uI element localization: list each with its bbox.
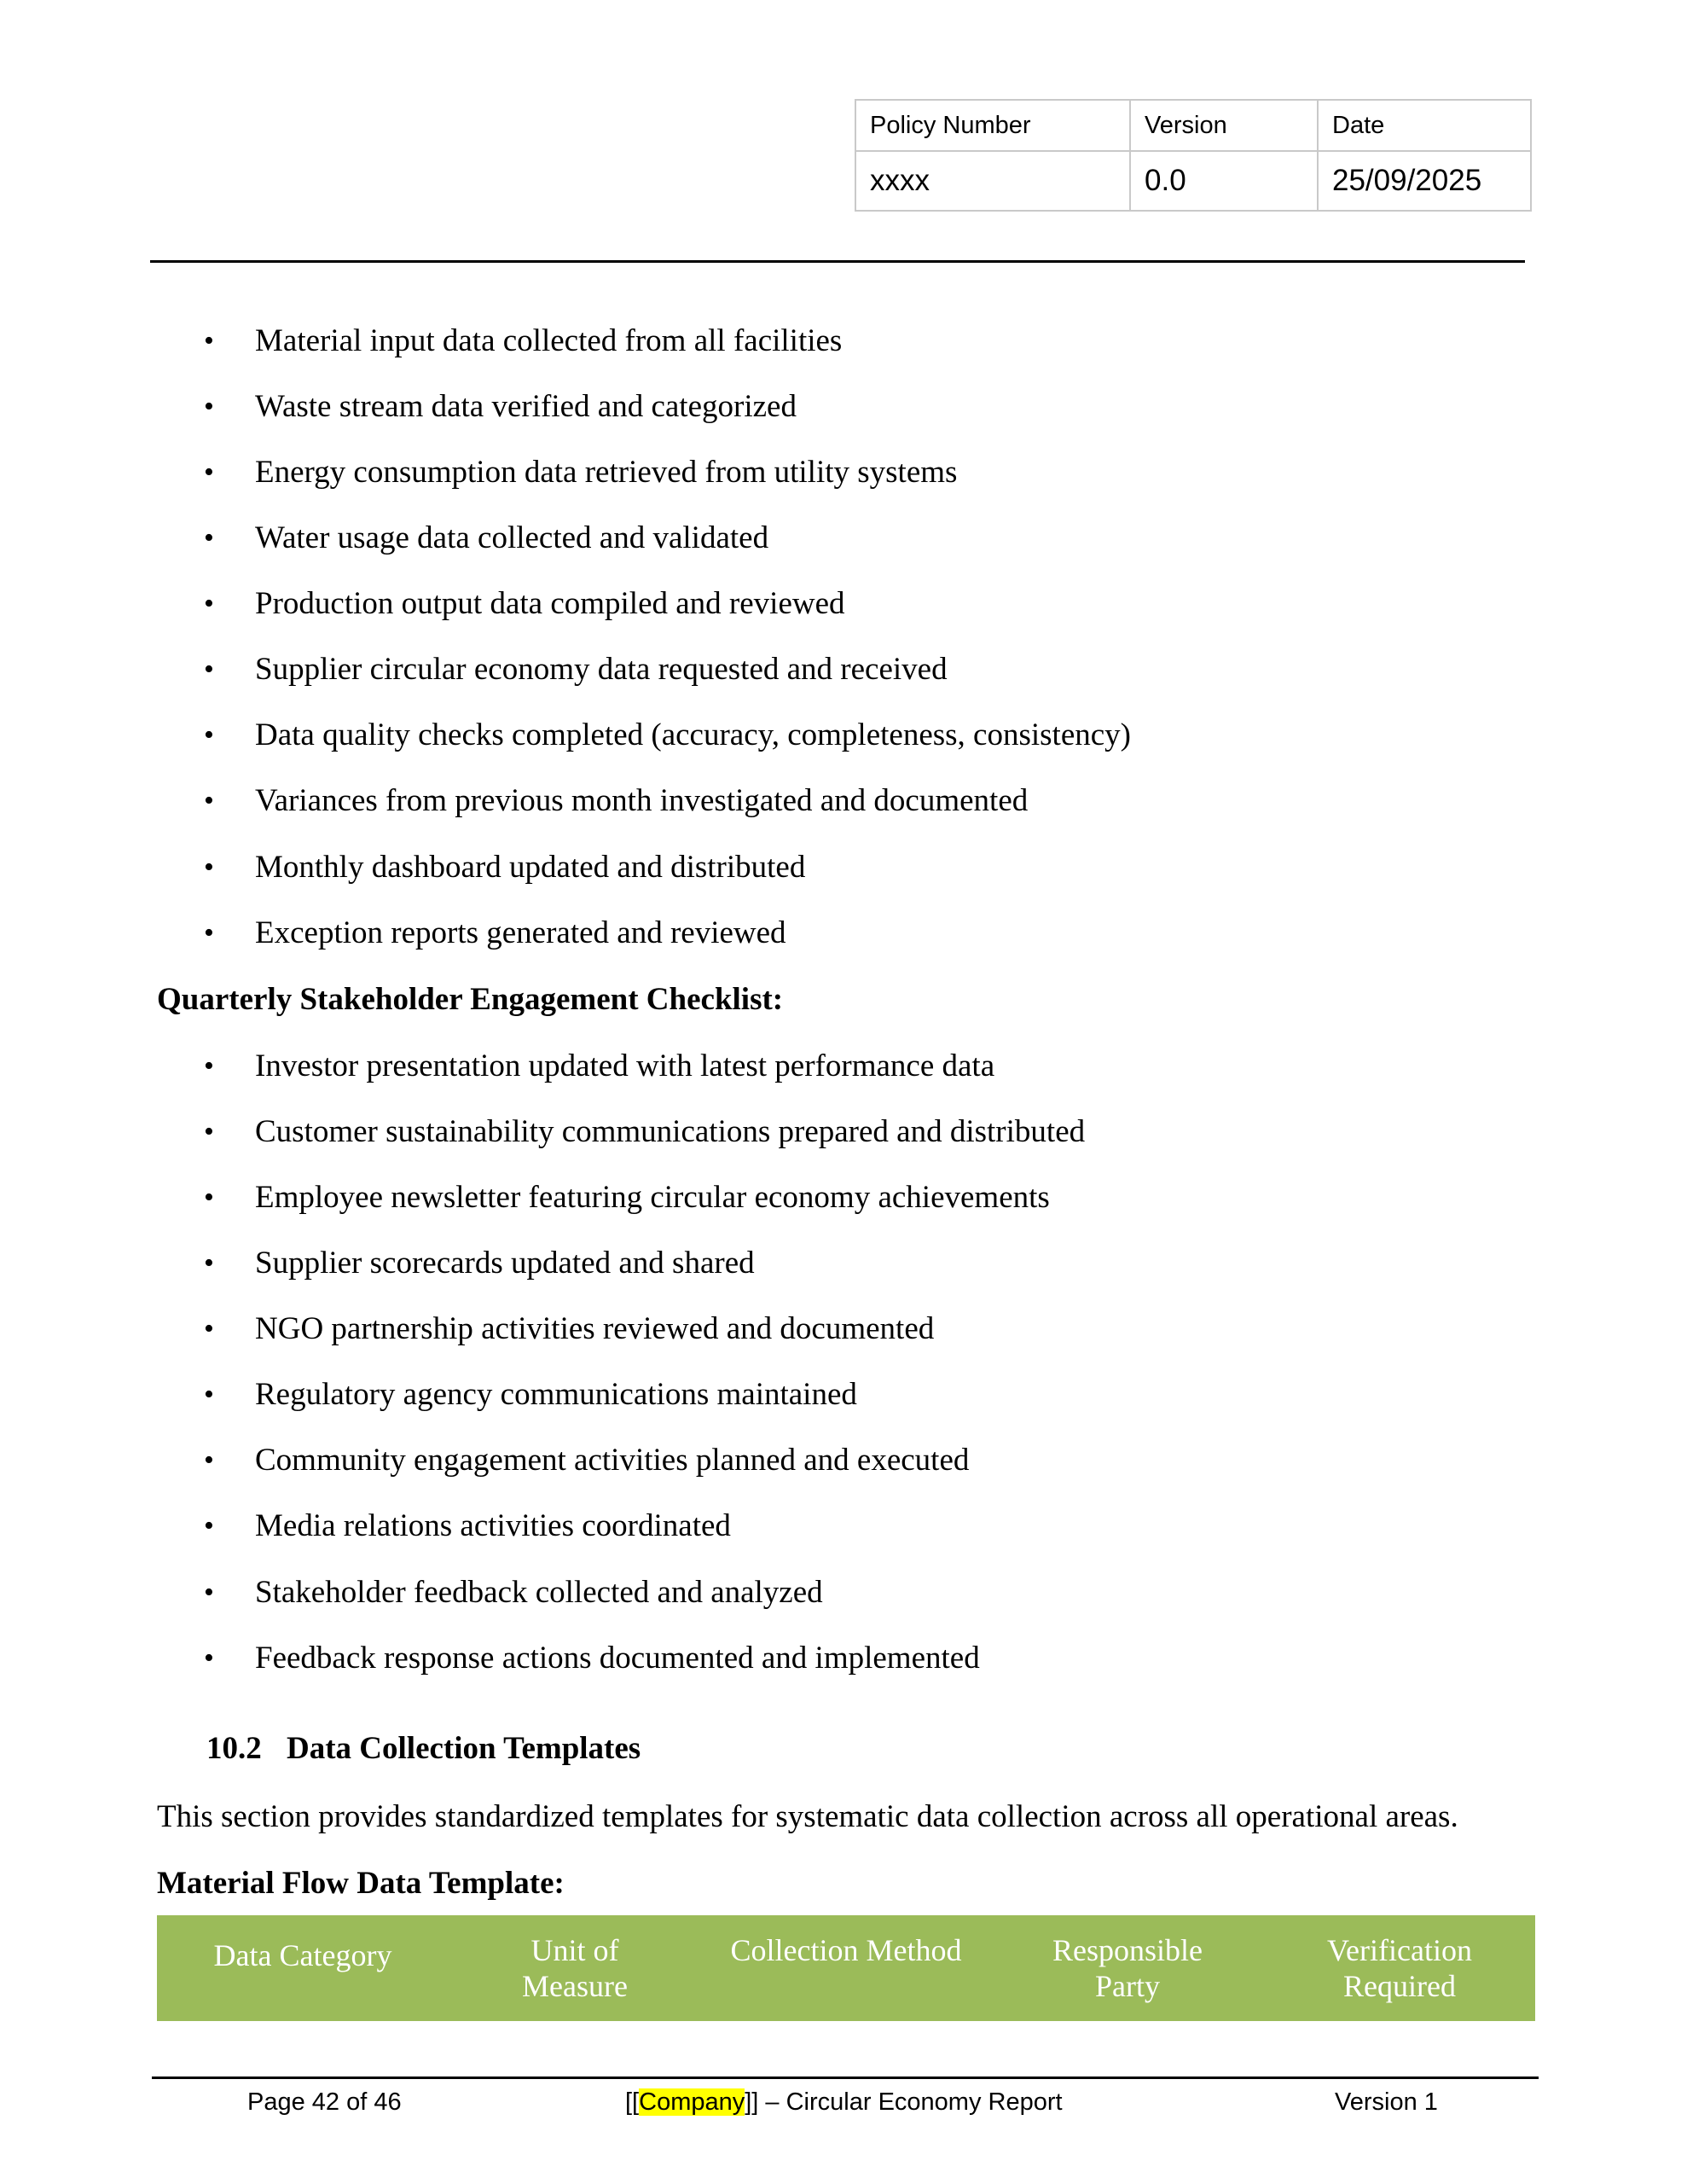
bullet-icon: • — [204, 851, 214, 883]
bullet-icon: • — [204, 719, 214, 751]
column-header-data-category: Data Category — [213, 1938, 392, 1972]
bullet-icon: • — [204, 785, 214, 816]
bullet-icon: • — [204, 653, 214, 685]
meta-value-date: 25/09/2025 — [1318, 151, 1531, 211]
section-number: 10.2 — [206, 1731, 262, 1766]
meta-header-date: Date — [1318, 100, 1531, 151]
bullet-icon: • — [204, 1313, 214, 1345]
bullet-icon: • — [204, 1444, 214, 1476]
header-divider — [150, 260, 1525, 263]
column-header-collection-method: Collection Method — [730, 1933, 962, 1967]
section-title: Data Collection Templates — [287, 1731, 641, 1766]
column-header-unit-of-measure: Unit of Measure — [522, 1933, 628, 2003]
bullet-icon: • — [204, 1379, 214, 1410]
column-header-responsible-party: Responsible Party — [1052, 1933, 1203, 2003]
bullet-icon: • — [204, 1577, 214, 1608]
footer-report-title: [[Company]] – Circular Economy Report — [625, 2088, 1063, 2116]
policy-meta-table — [855, 99, 1532, 212]
footer-version: Version 1 — [1335, 2088, 1438, 2116]
bullet-icon: • — [204, 325, 214, 357]
section-heading — [206, 1730, 641, 1768]
footer-divider — [152, 2077, 1539, 2079]
bullet-icon: • — [204, 1247, 214, 1279]
company-placeholder: Company — [639, 2088, 745, 2116]
footer-page-number: Page 42 of 46 — [247, 2088, 402, 2116]
bullet-icon: • — [204, 1510, 214, 1542]
bullet-icon: • — [204, 1642, 214, 1674]
meta-header-version: Version — [1130, 100, 1318, 151]
material-flow-template-heading: Material Flow Data Template: — [157, 1866, 565, 1901]
material-flow-template-header — [157, 1915, 1535, 2021]
bullet-icon: • — [204, 1182, 214, 1213]
meta-value-policy-number: xxxx — [855, 151, 1130, 211]
bullet-icon: • — [204, 588, 214, 619]
bullet-icon: • — [204, 1050, 214, 1082]
section-paragraph: This section provides standardized templates for systematic data collection across all operational areas. — [157, 1799, 1458, 1834]
bullet-icon: • — [204, 522, 214, 554]
column-header-verification-required: Verification Required — [1327, 1933, 1472, 2003]
bullet-icon: • — [204, 1116, 214, 1147]
meta-header-policy-number: Policy Number — [855, 100, 1130, 151]
bullet-icon: • — [204, 391, 214, 422]
bullet-icon: • — [204, 456, 214, 488]
meta-values-row — [855, 151, 1531, 211]
meta-value-version: 0.0 — [1130, 151, 1318, 211]
bullet-icon: • — [204, 917, 214, 949]
meta-header-row — [855, 100, 1531, 151]
quarterly-checklist-heading: Quarterly Stakeholder Engagement Checklist: — [157, 982, 784, 1017]
